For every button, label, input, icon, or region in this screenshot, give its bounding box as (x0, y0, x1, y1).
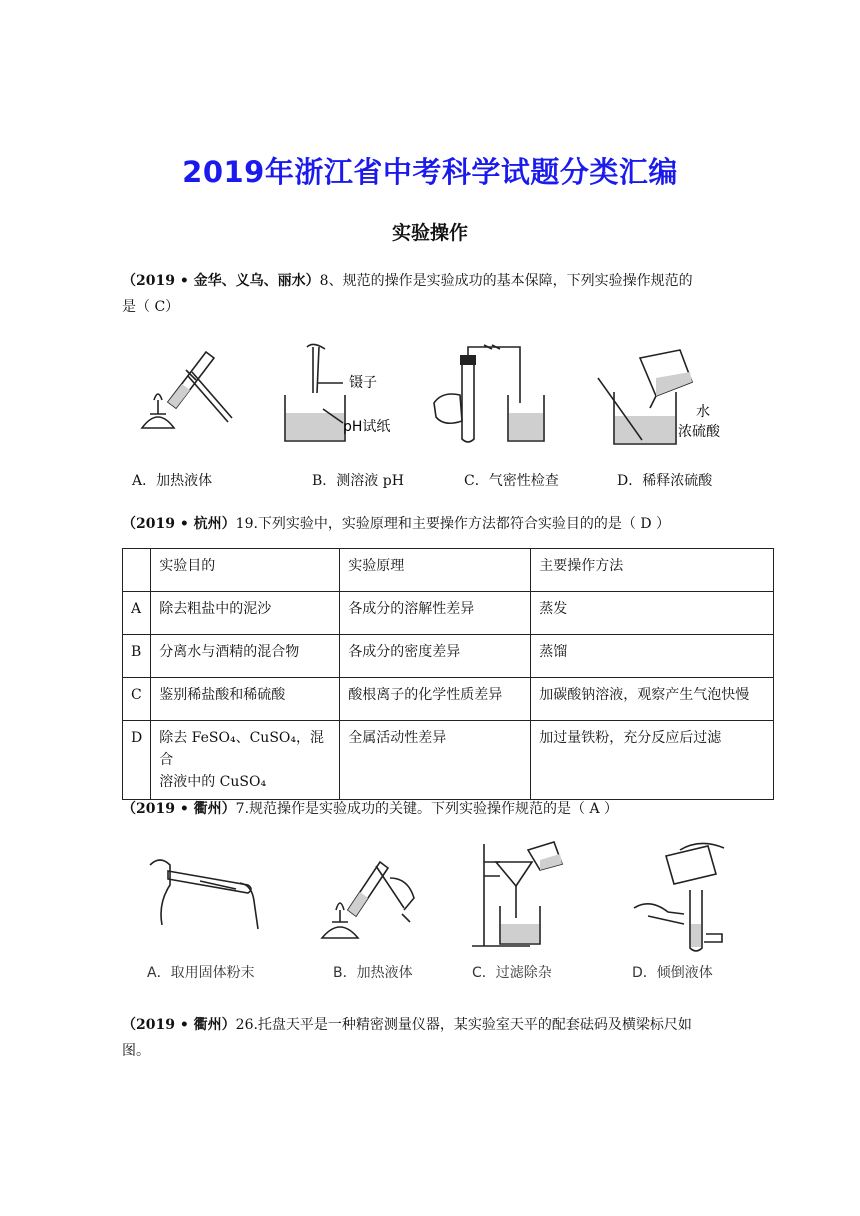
table-cell (151, 721, 340, 800)
question-4 (122, 1012, 802, 1064)
q1-option-a: A．加热液体 (132, 473, 213, 489)
question-3-text: 7.规范操作是实验成功的关键。下列实验操作规范的是（ A ） (235, 801, 619, 817)
experiment-table (122, 548, 774, 800)
question-1 (122, 268, 762, 320)
label-conc-acid: 浓硫酸 (678, 424, 720, 440)
question-1-text-cont: 是（ C） (122, 299, 180, 315)
q3-option-c: C．过滤除杂 (472, 965, 552, 981)
table-row (123, 635, 774, 678)
table-cell: 鉴别稀盐酸和稀硫酸 (151, 678, 340, 721)
figure-filtration (470, 840, 580, 950)
page-title: 2019年浙江省中考科学试题分类汇编 (182, 155, 678, 189)
figure-heating-liquid (128, 340, 238, 440)
table-cell: 酸根离子的化学性质差异 (340, 678, 531, 721)
table-header-cell: 实验原理 (340, 549, 531, 592)
figure-airtightness-check (432, 343, 552, 443)
table-cell: 蒸馏 (531, 635, 774, 678)
table-cell: B (123, 635, 151, 678)
table-cell: 除去粗盐中的泥沙 (151, 592, 340, 635)
table-header-cell: 主要操作方法 (531, 549, 774, 592)
table-cell: C (123, 678, 151, 721)
table-cell: D (123, 721, 151, 800)
figure-take-powder (140, 845, 270, 945)
figure-measure-ph (283, 343, 393, 443)
label-tweezers: 镊子 (349, 375, 377, 391)
q3-option-a: A．取用固体粉末 (147, 965, 255, 981)
q3-option-b: B．加热液体 (333, 965, 413, 981)
table-cell: 加碳酸钠溶液，观察产生气泡快慢 (531, 678, 774, 721)
question-2 (122, 511, 802, 537)
table-cell: 全属活动性差异 (340, 721, 531, 800)
figure-pour-liquid (628, 838, 738, 958)
table-cell: 各成分的溶解性差异 (340, 592, 531, 635)
table-cell: 加过量铁粉，充分反应后过滤 (531, 721, 774, 800)
question-2-text: 19.下列实验中，实验原理和主要操作方法都符合实验目的的是（ D ） (235, 516, 671, 532)
table-cell-line: 溶液中的 CuSO₄ (159, 774, 267, 790)
question-2-source: （2019 • 杭州） (122, 516, 236, 532)
question-4-text: 26.托盘天平是一种精密测量仪器，某实验室天平的配套砝码及横梁标尺如 (235, 1017, 692, 1033)
q1-option-c: C．气密性检查 (464, 473, 559, 489)
label-water: 水 (696, 404, 710, 420)
section-title: 实验操作 (391, 222, 468, 244)
table-cell: A (123, 592, 151, 635)
question-3-source: （2019 • 衢州） (122, 801, 236, 817)
table-row (123, 721, 774, 800)
q1-option-b: B．测溶液 pH (312, 473, 404, 489)
table-cell: 分离水与酒精的混合物 (151, 635, 340, 678)
question-3 (122, 796, 802, 822)
table-cell-line: 除去 FeSO₄、CuSO₄，混合 (159, 730, 325, 768)
table-header-cell: 实验目的 (151, 549, 340, 592)
q1-option-d: D．稀释浓硫酸 (617, 473, 713, 489)
question-4-source: （2019 • 衢州） (122, 1017, 236, 1033)
table-header-cell (123, 549, 151, 592)
table-header-row (123, 549, 774, 592)
question-1-text: 8、规范的操作是实验成功的基本保障，下列实验操作规范的 (319, 273, 693, 289)
figure-dilute-sulfuric-acid (596, 348, 726, 448)
q3-option-d: D．倾倒液体 (632, 965, 713, 981)
table-cell: 各成分的密度差异 (340, 635, 531, 678)
question-4-text-cont: 图。 (122, 1043, 150, 1059)
table-row (123, 592, 774, 635)
table-row (123, 678, 774, 721)
question-1-source: （2019 • 金华、义乌、丽水） (122, 273, 320, 289)
table-cell: 蒸发 (531, 592, 774, 635)
figure-heating-liquid-2 (318, 848, 428, 948)
label-ph-paper: pH试纸 (343, 419, 391, 435)
